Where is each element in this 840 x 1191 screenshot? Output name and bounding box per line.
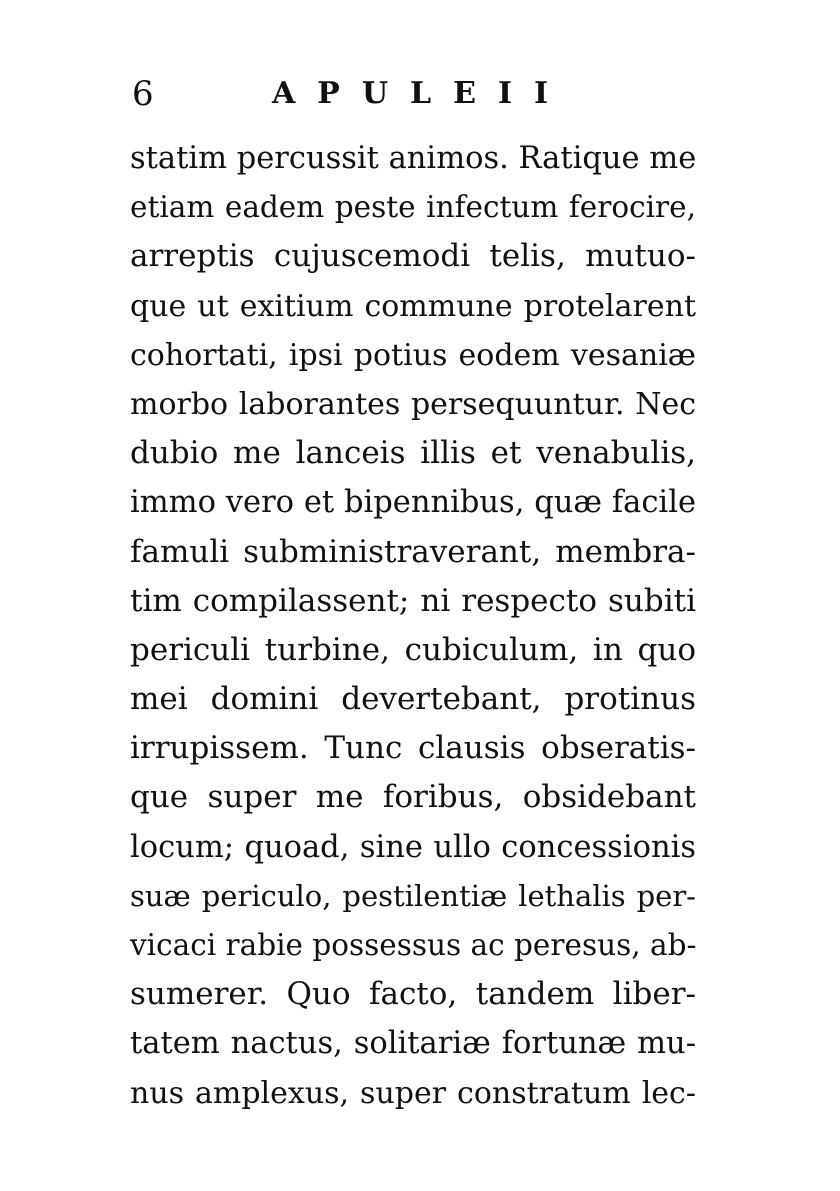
text-line: tim compilassent; ni respecto subiti <box>130 582 696 619</box>
page-number: 6 <box>132 74 154 114</box>
text-line: famuli subministraverant, membra- <box>130 533 696 570</box>
text-line: nus amplexus, super constratum lec- <box>130 1075 696 1111</box>
text-line: morbo laborantes persequuntur. Nec <box>130 386 696 422</box>
text-line: arreptis cujuscemodi telis, mutuo- <box>130 238 696 275</box>
text-line: que super me foribus, obsidebant <box>130 779 696 816</box>
text-line: statim percussit animos. Ratique me <box>130 141 697 176</box>
text-line: vicaci rabie possessus ac peresus, ab- <box>130 928 697 962</box>
body-text <box>130 134 696 1118</box>
text-line: dubio me lanceis illis et venabulis, <box>130 435 696 472</box>
running-title: APULEII <box>272 76 571 111</box>
text-line: suæ periculo, pestilentiæ lethalis per- <box>130 878 696 913</box>
running-head <box>132 72 692 116</box>
text-line: periculi turbine, cubiculum, in quo <box>130 631 696 668</box>
text-line: etiam eadem peste infectum ferocire, <box>130 190 696 225</box>
text-line: tatem nactus, solitariæ fortunæ mu- <box>130 1026 696 1062</box>
text-line: locum; quoad, sine ullo concessionis <box>130 829 696 865</box>
text-line: irrupissem. Tunc clausis obseratis- <box>130 730 696 767</box>
text-line: que ut exitium commune protelarent <box>130 288 696 324</box>
text-line: sumerer. Quo facto, tandem liber- <box>130 976 696 1013</box>
text-line: mei domini devertebant, protinus <box>130 681 696 718</box>
text-line: cohortati, ipsi potius eodem vesaniæ <box>130 337 696 373</box>
text-line: immo vero et bipennibus, quæ facile <box>130 485 696 521</box>
